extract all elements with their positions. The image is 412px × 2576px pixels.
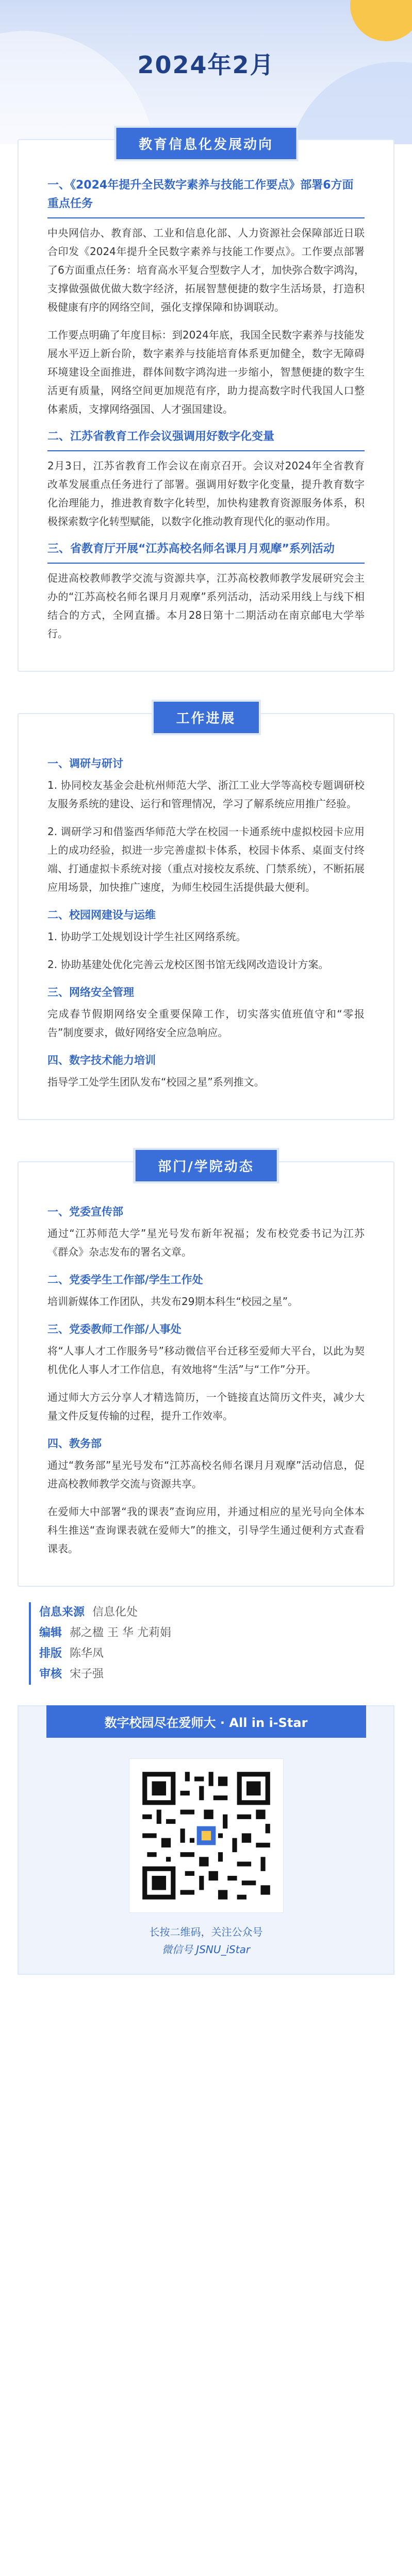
credit-source [39, 1602, 383, 1623]
dept-block-para: 在爱师大中部署“我的课表”查询应用，并通过相应的星光号向全体本科生推送“查询课表就在爱师大”的推文，引导学生通过便利方式查看课表。 [47, 1505, 365, 1555]
dept-block-para: 将“人事人才工作服务号”移动微信平台迁移至爱师大平台，以此为契机优化人事人才工作信息，有效地将“生活”与“工作”分开。 [47, 1345, 365, 1376]
trend-item-para: 促进高校教师教学交流与资源共享，江苏高校教师教学发展研究会主办的“江苏高校名师名课月月观摩”系列活动，活动采用线上与线下相结合的方式，全网直播。本月28日第十二期活动在南京邮电大学举行。 [47, 572, 365, 640]
progress-block-para: 1. 协助学工处规划设计学生社区网络系统。 [47, 930, 246, 943]
footer-banner: 数字校园尽在爱师大 · All in i-Star [46, 1705, 366, 1738]
credit-editors [39, 1623, 383, 1643]
credit-review [39, 1664, 383, 1685]
credit-value: 信息化处 [92, 1606, 138, 1619]
section-progress [18, 713, 394, 1120]
progress-block-head: 四、数字技术能力培训 [47, 1054, 156, 1066]
trend-item-head: 三、省教育厅开展“江苏高校名师名课月月观摩”系列活动 [47, 540, 365, 564]
qr-code-graphic [138, 1767, 275, 1904]
credit-layout [39, 1643, 383, 1664]
progress-block-head: 一、调研与研讨 [47, 757, 123, 770]
credit-label: 信息来源 [39, 1606, 85, 1619]
dept-block-head: 三、党委教师工作部/人事处 [47, 1323, 182, 1335]
trend-item-head: 二、江苏省教育工作会议强调用好数字化变量 [47, 428, 365, 451]
credit-value: 郝之楹 王 华 尤莉娟 [70, 1626, 171, 1639]
credit-value: 宋子强 [70, 1668, 104, 1681]
credit-value: 陈华凤 [70, 1647, 104, 1660]
progress-block-para: 1. 协同校友基金会赴杭州师范大学、浙江工业大学等高校专题调研校友服务系统的建设、运行和管理情况，学习了解系统应用推广经验。 [47, 779, 365, 810]
dept-block-para: 通过“教务部”星光号发布“江苏高校名师名课月月观摩”活动信息，促进高校教师教学交流与资源共享。 [47, 1459, 365, 1490]
hero-header [0, 0, 412, 144]
dept-block-para: 通过师大方云分享人才精选简历，一个链接直达简历文件夹，减少大量文件反复传输的过程，提升工作效率。 [47, 1391, 365, 1422]
page-title: 2024年2月 [137, 51, 275, 79]
credit-label: 审核 [39, 1668, 62, 1681]
trend-item-head: 一、《2024年提升全民数字素养与技能工作要点》部署6方面重点任务 [47, 176, 365, 218]
qr-caption: 长按二维码，关注公众号 [149, 1926, 263, 1938]
dept-block-para: 培训新媒体工作团队，共发布29期本科生“校园之星”。 [47, 1295, 299, 1308]
progress-block-head: 三、网络安全管理 [47, 986, 134, 998]
trend-item-para: 工作要点明确了年度目标：到2024年底，我国全民数字素养与技能发展水平迈上新台阶，数字素养与技能培育体系更加健全，数字无障碍环境建设全面推进，群体间数字鸿沟进一步缩小，智慧便捷的数字生活更有质量，网络空间更加规范有序，助力提高数字时代我国人口整体素质，支撑网络强国、人才强国建设。 [47, 329, 365, 415]
progress-block-head: 二、校园网建设与运维 [47, 909, 156, 921]
dept-block-head: 四、教务部 [47, 1437, 102, 1450]
dept-block-para: 通过“江苏师范大学”星光号发布新年祝福；发布校党委书记为江苏《群众》杂志发布的署名文章。 [47, 1227, 365, 1258]
section-title-progress: 工作进展 [151, 700, 260, 735]
credit-label: 编辑 [39, 1626, 62, 1639]
section-title-trends: 教育信息化发展动向 [114, 126, 298, 161]
progress-block-para: 完成春节假期网络安全重要保障工作，切实落实值班值守和“零报告”制度要求，做好网络安全应急响应。 [47, 1008, 365, 1039]
dept-block-head: 一、党委宣传部 [47, 1206, 123, 1218]
dept-block-head: 二、党委学生工作部/学生工作处 [47, 1274, 203, 1286]
wechat-id: 微信号 JSNU_iStar [161, 1943, 251, 1956]
qr-code-icon[interactable] [129, 1758, 284, 1913]
progress-block-para: 2. 调研学习和借鉴西华师范大学在校园一卡通系统中虚拟校园卡应用上的成功经验，拟进一步完善虚拟卡体系，校园卡体系、桌面支付终端、打通虚拟卡系统对接（重点对接校友系统、门禁系统），不断拓展应用场景，加快推广速度，为师生校园生活提供最大便利。 [47, 825, 365, 893]
credit-label: 排版 [39, 1647, 62, 1660]
footer-box [18, 1705, 394, 1975]
section-trends [18, 139, 394, 672]
progress-block-para: 2. 协助基建处优化完善云龙校区图书馆无线网改造设计方案。 [47, 958, 329, 971]
section-departments [18, 1161, 394, 1587]
sun-decor [350, 0, 412, 41]
trend-item-para: 2月3日，江苏省教育工作会议在南京召开。会议对2024年全省教育改革发展重点任务进行了部署。强调用好数字化变量，提升教育数字化治理能力，推进教育数字化转型，加快构建教育资源服务体系，积极探索数字化转型赋能，以数字化推动教育现代化的驱动作用。 [47, 460, 365, 528]
progress-block-para: 指导学工处学生团队发布“校园之星”系列推文。 [47, 1076, 265, 1088]
section-title-departments: 部门/学院动态 [133, 1148, 279, 1183]
credits-block [29, 1602, 383, 1685]
trend-item-para: 中央网信办、教育部、工业和信息化部、人力资源社会保障部近日联合印发《2024年提升全民数字素养与技能工作要点》。工作要点部署了6方面重点任务：培育高水平复合型数字人才，加快弥合数字鸿沟，支撑做强做优做大数字经济，拓展智慧便捷的数字生活场景，打造积极健康有序的网络空间，强化支撑保障和协调联动。 [47, 227, 365, 313]
